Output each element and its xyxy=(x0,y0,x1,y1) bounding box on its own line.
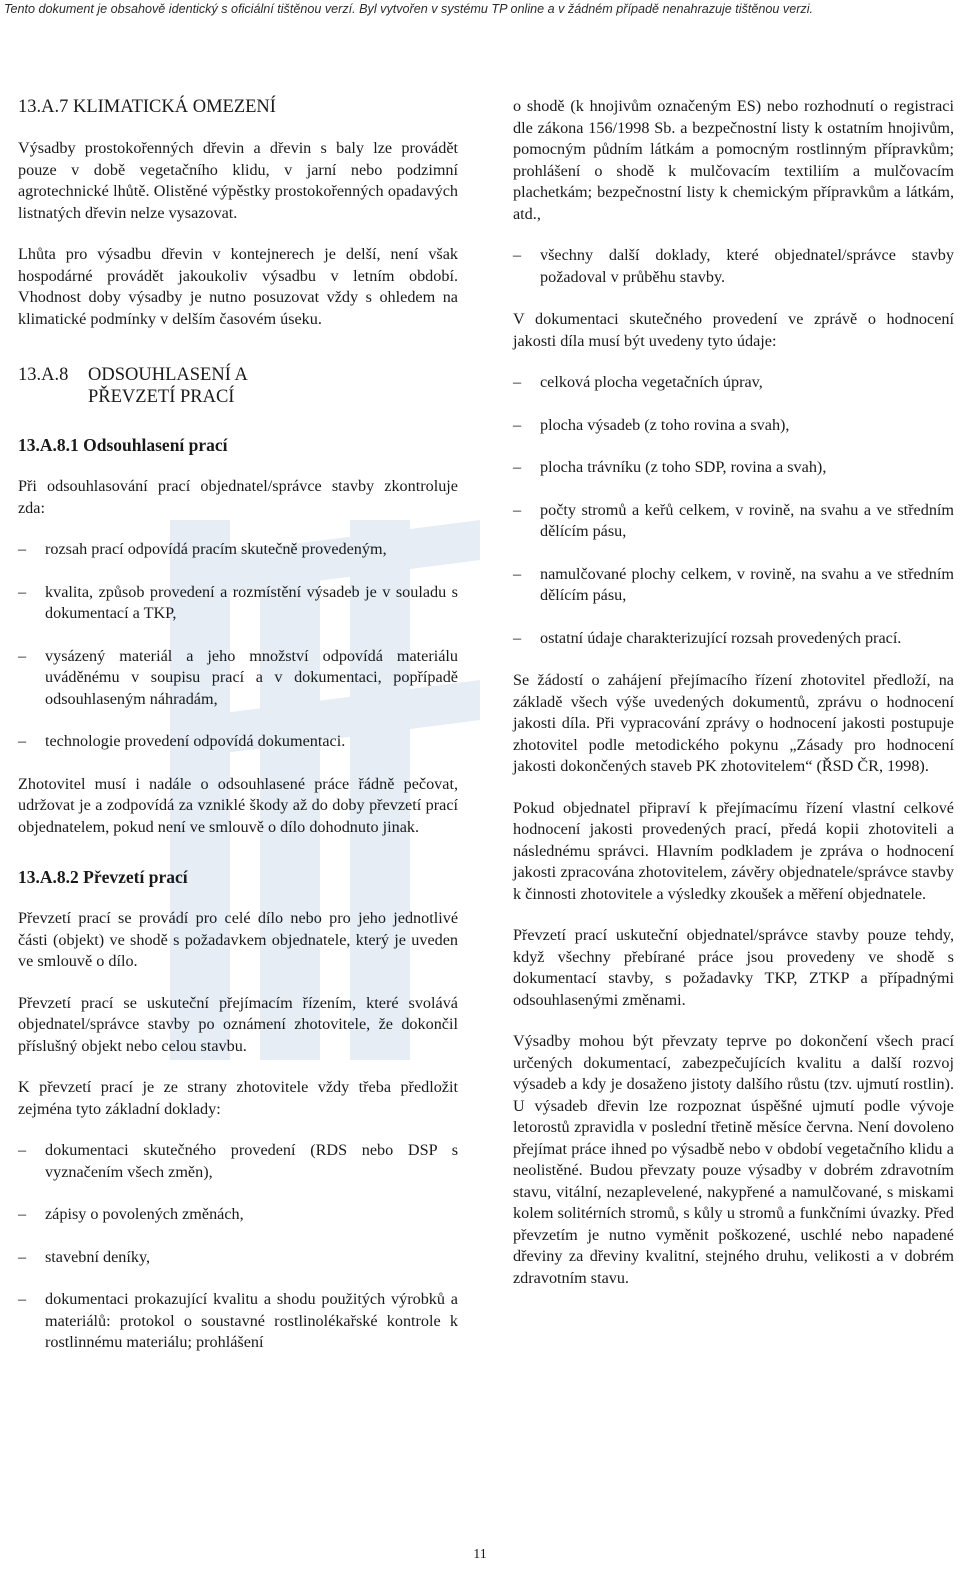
dash-bullet: – xyxy=(513,415,522,434)
list-item-text: plocha výsadeb (z toho rovina a svah), xyxy=(540,415,790,434)
right-column xyxy=(513,96,954,1309)
documents-list xyxy=(18,1140,458,1354)
list-item-text: kvalita, způsob provedení a rozmístění výsadeb je v souladu s dokumentací a TKP, xyxy=(45,582,458,622)
dash-bullet: – xyxy=(18,582,27,601)
check-list xyxy=(18,539,458,753)
paragraph: Výsadby prostokořenných dřevin a dřevin s baly lze provádět pouze v době vegetačního klidu, v jarní nebo podzimní agrotechnické lhůtě. Olistěné výpěstky prostokořenných opadavých listnatých dřevin nelze vysazovat. xyxy=(18,139,458,222)
list-item-text: dokumentaci skutečného provedení (RDS nebo DSP s vyznačením všech změn), xyxy=(45,1141,458,1181)
dash-bullet: – xyxy=(18,732,27,750)
subsection-heading-13a82: 13.A.8.2 Převzetí prací xyxy=(18,867,188,887)
list-item-text: ostatní údaje charakterizující rozsah provedených prací. xyxy=(540,628,902,647)
list-item-text: celková plocha vegetačních úprav, xyxy=(540,373,763,391)
list-item-text: plocha trávníku (z toho SDP, rovina a svah), xyxy=(540,458,827,476)
paragraph: Převzetí prací se provádí pro celé dílo nebo pro jeho jednotlivé části (objekt) ve shodě s požadavkem objednatele, který je uveden ve smlouvě o dílo. xyxy=(18,909,458,970)
section-title: ODSOUHLASENÍ A PŘEVZETÍ PRACÍ xyxy=(88,365,247,407)
list-item-text: vysázený materiál a jeho množství odpovídá materiálu uváděnému v soupisu prací a v dokumentaci, popřípadě odsouhlaseným náhradám, xyxy=(45,646,458,708)
list-item xyxy=(513,245,954,288)
list-item xyxy=(18,1247,458,1269)
list-item xyxy=(513,628,954,650)
list-item xyxy=(513,500,954,543)
list-item xyxy=(513,564,954,607)
paragraph: Se žádostí o zahájení přejímacího řízení zhotovitel předloží, na základě všech výše uvedených dokumentů, zprávu o hodnocení jakosti díla. Při vypracování zprávy o hodnocení jakosti postupuje zhotovitel podle metodického pokynu „Zásady pro hodnocení jakosti dokončených staveb PK zhotovitelem“ (ŘSD ČR, 1998). xyxy=(513,671,954,775)
list-item-text: zápisy o povolených změnách, xyxy=(45,1205,244,1223)
page-number: 11 xyxy=(473,1547,487,1562)
list-item-text: stavební deníky, xyxy=(45,1247,151,1266)
paragraph: o shodě (k hnojivům označeným ES) nebo rozhodnutí o registraci dle zákona 156/1998 Sb. a bezpečnostní listy k ostatním hnojivům, pomocným půdním látkám a pomocným rostlinným přípravkům; prohlášení o shodě k mulčovacím textiliím a mulčovacím plachetkám; bezpečnostní listy k chemickým přípravkům a látkám, atd., xyxy=(513,97,954,223)
paragraph: Pokud objednatel připraví k přejímacímu řízení vlastní celkové hodnocení jakosti provedených prací, předá kopii zhotoviteli a následnému správci. Hlavním podkladem je zpráva o hodnocení jakosti zpracována zhotovitelem, závěry objednatele/správce stavby k činnosti zhotovitele a výsledky zkoušek a měření objednatele. xyxy=(513,798,954,903)
paragraph: Zhotovitel musí i nadále o odsouhlasené práce řádně pečovat, udržovat je a zodpovídá za vzniklé škody až do doby převzetí prací objednatelem, pokud není ve smlouvě o dílo dohodnuto jinak. xyxy=(18,774,458,836)
dash-bullet: – xyxy=(513,246,522,264)
report-data-list xyxy=(513,372,954,649)
list-item-text: namulčované plochy celkem, v rovině, na svahu a ve středním dělícím pásu, xyxy=(540,564,954,604)
section-heading-13a8 xyxy=(18,364,458,408)
paragraph: Převzetí prací uskuteční objednatel/správce stavby pouze tehdy, když všechny přebírané práce jsou provedeny ve shodě s dokumentací stavby, s požadavky TKP, ZTKP a případnými odsouhlasenými změnami. xyxy=(513,926,954,1009)
dash-bullet: – xyxy=(513,373,522,391)
list-item-text: technologie provedení odpovídá dokumentaci. xyxy=(45,732,346,750)
paragraph: Lhůta pro výsadbu dřevin v kontejnerech je delší, není však hospodárné provádět jakoukoliv výsadbu v letním období. Vhodnost doby výsadby je nutno posuzovat vždy s ohledem na klimatické podmínky v delším časovém úseku. xyxy=(18,245,458,328)
subsection-heading-13a81: 13.A.8.1 Odsouhlasení prací xyxy=(18,435,228,455)
disclaimer-banner: Tento dokument je obsahově identický s oficiální tištěnou verzí. Byl vytvořen v systému TP online a v žádném případě nenahrazuje tištěnou verzi. xyxy=(0,0,960,22)
dash-bullet: – xyxy=(18,540,27,558)
dash-bullet: – xyxy=(513,564,522,583)
list-item xyxy=(18,1204,458,1226)
list-item xyxy=(513,372,954,394)
section-number: 13.A.8 xyxy=(18,365,69,385)
list-item xyxy=(18,582,458,625)
dash-bullet: – xyxy=(18,646,27,665)
additional-docs-list xyxy=(513,245,954,288)
dash-bullet: – xyxy=(513,458,522,476)
paragraph: V dokumentaci skutečného provedení ve zprávě o hodnocení jakosti díla musí být uvedeny tyto údaje: xyxy=(513,310,954,350)
paragraph: Při odsouhlasování prací objednatel/správce stavby zkontroluje zda: xyxy=(18,477,458,517)
list-item-text: dokumentaci prokazující kvalitu a shodu použitých výrobků a materiálů: protokol o soustavné rostlinolékařské kontrole k rostlinnému materiálu; prohlášení xyxy=(45,1290,458,1351)
list-item xyxy=(18,1289,458,1354)
dash-bullet: – xyxy=(18,1205,27,1223)
list-item xyxy=(18,539,458,561)
paragraph: Převzetí prací se uskuteční přejímacím řízením, které svolává objednatel/správce stavby po oznámení zhotovitele, že dokončil příslušný objekt nebo celou stavbu. xyxy=(18,993,458,1055)
section-heading-13a7: 13.A.7 KLIMATICKÁ OMEZENÍ xyxy=(18,97,276,117)
list-item xyxy=(18,1140,458,1183)
dash-bullet: – xyxy=(18,1290,27,1308)
dash-bullet: – xyxy=(18,1141,27,1159)
list-item-text: všechny další doklady, které objednatel/správce stavby požadoval v průběhu stavby. xyxy=(540,246,954,286)
paragraph: K převzetí prací je ze strany zhotovitele vždy třeba předložit zejména tyto základní doklady: xyxy=(18,1078,458,1118)
dash-bullet: – xyxy=(18,1247,27,1266)
list-item xyxy=(513,415,954,437)
list-item xyxy=(18,646,458,711)
dash-bullet: – xyxy=(513,500,522,519)
dash-bullet: – xyxy=(513,628,522,647)
paragraph: Výsadby mohou být převzaty teprve po dokončení všech prací určených dokumentací, zabezpečujících kvalitu a další rozvoj výsadeb a kdy je dosaženo jistoty dalšího růstu (tzv. ujmutí rostlin). U výsadeb dřevin lze rozpoznat úspěšné ujmutí podle vývoje letorostů zpravidla v poslední třetině měsíce června. Není dovoleno přejímat práce ihned po výsadbě nebo v období vegetačního klidu a neolistěné. Budou převzaty pouze výsadby v dobrém zdravotním stavu, vitální, nezaplevelené, nakypřené a namulčované, s miskami kolem solitérních stromů, s kůly u stromů a funkčními úvazky. Před převzetím je nutno vyměnit poškozené, uschlé nebo napadené dřeviny za dřeviny kvalitní, stejného druhu, velikosti a v dobrém zdravotním stavu. xyxy=(513,1032,954,1287)
list-item xyxy=(513,457,954,479)
list-item-text: počty stromů a keřů celkem, v rovině, na svahu a ve středním dělícím pásu, xyxy=(540,500,954,540)
left-column xyxy=(18,96,458,1375)
list-item-text: rozsah prací odpovídá pracím skutečně provedeným, xyxy=(45,540,387,558)
list-item xyxy=(18,731,458,753)
